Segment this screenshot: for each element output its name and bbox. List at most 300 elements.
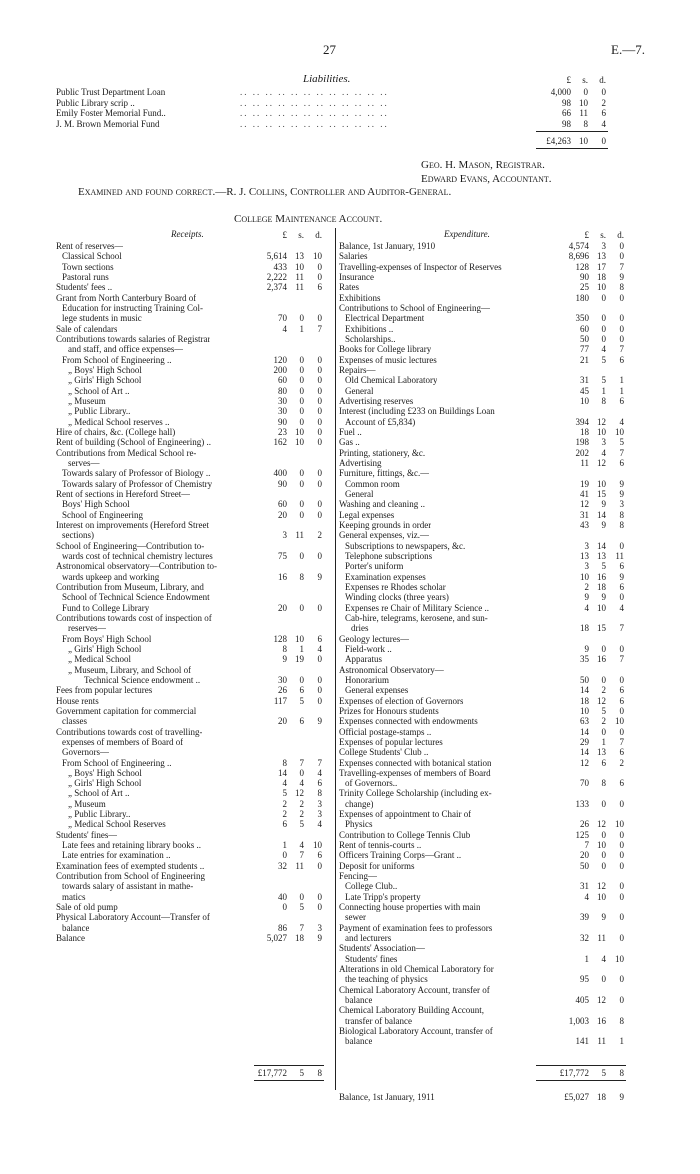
receipts-label: Examination fees of exempted students ..	[56, 860, 205, 871]
expenditure-value-shillings: 13	[597, 747, 606, 758]
receipts-value-shillings: 0	[299, 602, 304, 613]
receipts-value-pounds: 433	[273, 261, 287, 272]
liability-value-pounds: 66	[562, 108, 571, 118]
expenditure-value-shillings: 8	[601, 395, 606, 406]
receipts-value-pounds: 40	[278, 891, 287, 902]
expenditure-value-shillings: 4	[601, 447, 606, 458]
expenditure-value-pounds: 180	[575, 292, 589, 303]
receipts-value-shillings: 5	[299, 819, 304, 830]
expenditure-label: Rates	[339, 282, 359, 293]
expenditure-value-shillings: 14	[597, 509, 606, 520]
receipts-value-shillings: 0	[299, 313, 304, 324]
expenditure-label: Advertising	[339, 457, 382, 468]
expenditure-label: Officers Training Corps—Grant ..	[339, 850, 462, 861]
liabilities-total-shillings: 10	[579, 136, 588, 146]
receipts-value-pence: 0	[317, 509, 322, 520]
liability-value-shillings: 0	[583, 87, 588, 97]
expenditure-value-pounds: 90	[580, 271, 589, 282]
receipts-value-shillings: 0	[299, 364, 304, 375]
closing-balance-label: Balance, 1st January, 1911	[339, 1092, 435, 1102]
liab-unit-shillings: s.	[582, 75, 588, 85]
expenditure-value-shillings: 5	[601, 561, 606, 572]
expenditure-label: Payment of examination fees to professors	[339, 922, 493, 933]
expenditure-value-pence: 0	[619, 974, 624, 985]
expenditure-value-pence: 0	[619, 860, 624, 871]
receipts-label: Contributions towards salaries of Registrar	[56, 333, 211, 344]
expenditure-label: Astronomical Observatory—	[339, 664, 444, 675]
receipts-label: „ Museum	[68, 798, 106, 809]
receipts-label: Astronomical observatory—Contribution to-	[56, 561, 217, 572]
liabilities-title: Liabilities.	[303, 73, 351, 85]
receipts-value-pounds: 120	[273, 354, 287, 365]
expenditure-label: Contributions to School of Engineering—	[339, 302, 490, 313]
expenditure-value-pounds: 4	[584, 891, 589, 902]
expenditure-value-pounds: 133	[575, 798, 589, 809]
expenditure-value-pounds: 14	[580, 685, 589, 696]
receipts-value-pence: 0	[317, 426, 322, 437]
receipts-label: Physical Laboratory Account—Transfer of	[56, 912, 210, 923]
receipts-value-pence: 3	[317, 922, 322, 933]
expenditure-value-pounds: 4,574	[568, 241, 589, 251]
page-number: 27	[323, 42, 336, 57]
liabilities-total-pounds: £4,263	[546, 136, 571, 146]
receipts-value-pounds: 6	[282, 819, 287, 830]
expenditure-value-shillings: 0	[601, 643, 606, 654]
expenditure-value-pence: 0	[619, 726, 624, 737]
receipts-value-pence: 0	[317, 406, 322, 417]
expenditure-label: Legal expenses	[339, 509, 395, 520]
expenditure-label: the teaching of physics	[345, 974, 428, 985]
expenditure-value-shillings: 12	[597, 881, 606, 892]
expenditure-label: Fuel ..	[339, 426, 362, 437]
receipts-value-pounds: 80	[278, 385, 287, 396]
expenditure-label: transfer of balance	[345, 1015, 412, 1026]
receipts-value-shillings: 13	[295, 251, 304, 262]
receipts-label: balance	[62, 922, 90, 933]
expenditure-value-pence: 0	[619, 643, 624, 654]
expenditure-value-shillings: 9	[601, 499, 606, 510]
expenditure-value-pence: 8	[619, 282, 624, 293]
receipts-value-shillings: 11	[295, 271, 304, 282]
receipts-label: Government capitation for commercial	[56, 705, 197, 716]
expenditure-value-shillings: 17	[597, 261, 606, 272]
expenditure-value-shillings: 9	[601, 592, 606, 603]
rule	[536, 1080, 626, 1081]
receipts-value-pounds: 0	[282, 902, 287, 913]
receipts-label: classes	[62, 716, 87, 727]
expenditure-value-shillings: 10	[597, 602, 606, 613]
receipts-label: „ Girls' High School	[68, 778, 142, 789]
expenditure-value-pounds: 12	[580, 499, 589, 510]
expenditure-value-pounds: 202	[575, 447, 589, 458]
liability-value-shillings: 11	[579, 108, 588, 118]
expenditure-value-pounds: 9	[584, 592, 589, 603]
liabilities-total-pence: 0	[601, 136, 606, 146]
receipts-value-shillings: 11	[295, 530, 304, 541]
expenditure-label: Old Chemical Laboratory	[345, 375, 438, 386]
receipts-label: „ School of Art ..	[68, 788, 130, 799]
expenditure-value-pence: 6	[619, 581, 624, 592]
receipts-value-shillings: 5	[299, 902, 304, 913]
receipts-value-pounds: 2	[282, 809, 287, 820]
expenditure-label: Chemical Laboratory Account, transfer of	[339, 984, 490, 995]
expenditure-label: Salaries	[339, 251, 368, 262]
expenditure-value-pence: 10	[615, 426, 624, 437]
expenditure-label: Exhibitions	[339, 292, 381, 303]
expenditure-label: Geology lectures—	[339, 633, 410, 644]
receipts-label: Contributions towards cost of inspection of	[56, 612, 212, 623]
receipts-value-pence: 0	[317, 478, 322, 489]
leader-dots: .. .. .. .. .. .. .. .. .. .. .. ..	[240, 97, 389, 108]
registrar-signature: Geo. H. Mason, Registrar.	[421, 159, 545, 171]
liability-value-pence: 4	[601, 118, 606, 129]
expenditure-label: Telephone subscriptions	[345, 550, 433, 561]
expenditure-value-pence: 1	[619, 1036, 624, 1047]
receipts-label: Students' fines—	[56, 829, 118, 840]
expenditure-value-pounds: 39	[580, 912, 589, 923]
expenditure-value-pence: 9	[619, 488, 624, 499]
expenditure-value-shillings: 3	[601, 437, 606, 448]
receipts-value-pence: 0	[317, 550, 322, 561]
receipts-label: Late entries for examination ..	[62, 850, 171, 861]
receipts-value-pence: 0	[317, 395, 322, 406]
receipts-value-pounds: 117	[273, 695, 287, 706]
expenditure-value-shillings: 2	[601, 716, 606, 727]
expenditure-value-pounds: 7	[584, 840, 589, 851]
receipts-label: „ Museum	[68, 395, 106, 406]
receipts-label: Contributions from Medical School re-	[56, 447, 197, 458]
receipts-total-pounds: £17,772	[257, 1068, 287, 1078]
receipts-label: „ Boys' High School	[68, 767, 142, 778]
expenditure-value-shillings: 14	[597, 540, 606, 551]
expenditure-value-pence: 9	[619, 271, 624, 282]
expenditure-value-pounds: 21	[580, 354, 589, 365]
expenditure-value-shillings: 16	[597, 1015, 606, 1026]
expenditure-label: General expenses, viz.—	[339, 530, 429, 541]
expenditure-label: Honorarium	[345, 674, 389, 685]
receipts-value-shillings: 2	[299, 809, 304, 820]
expenditure-label: Insurance	[339, 271, 374, 282]
expenditure-unit-pence: d.	[617, 230, 624, 240]
receipts-label: Education for instructing Training Col-	[62, 302, 203, 313]
receipts-value-shillings: 6	[299, 685, 304, 696]
receipts-value-shillings: 0	[299, 416, 304, 427]
leader-dots: .. .. .. .. .. .. .. .. .. .. .. ..	[240, 108, 389, 118]
receipts-value-pounds: 60	[278, 375, 287, 386]
expenditure-value-pence: 6	[619, 695, 624, 706]
receipts-value-pence: 0	[317, 602, 322, 613]
receipts-value-pounds: 5	[282, 788, 287, 799]
expenditure-value-pence: 7	[619, 623, 624, 634]
closing-balance-pounds: £5,027	[564, 1092, 589, 1102]
expenditure-label: Exhibitions ..	[345, 323, 394, 334]
receipts-value-pounds: 5,614	[266, 251, 287, 262]
expenditure-label: Rent of tennis-courts ..	[339, 840, 422, 851]
receipts-value-pence: 4	[317, 643, 322, 654]
expenditure-value-pounds: 45	[580, 385, 589, 396]
liability-value-pence: 2	[601, 97, 606, 108]
receipts-label: Hire of chairs, &c. (College hall)	[56, 426, 176, 437]
receipts-label: expenses of members of Board of	[62, 736, 184, 747]
expenditure-value-pounds: 405	[575, 995, 589, 1006]
receipts-label: lege students in music	[62, 313, 142, 324]
receipts-label: Governors—	[62, 747, 109, 758]
expenditure-total-pounds: £17,772	[559, 1068, 589, 1078]
expenditure-value-pence: 0	[619, 592, 624, 603]
expenditure-label: dries	[351, 623, 369, 634]
expenditure-label: Prizes for Honours students	[339, 705, 439, 716]
receipts-value-shillings: 0	[299, 767, 304, 778]
expenditure-value-pounds: 3	[584, 540, 589, 551]
expenditure-label: change)	[345, 798, 374, 809]
expenditure-total-shillings: 5	[601, 1068, 606, 1078]
expenditure-value-pence: 6	[619, 561, 624, 572]
expenditure-value-pence: 7	[619, 261, 624, 272]
expenditure-label: of Governors..	[345, 778, 398, 789]
receipts-label: Pastoral runs	[62, 271, 109, 282]
expenditure-value-pounds: 14	[580, 747, 589, 758]
expenditure-value-shillings: 4	[601, 344, 606, 355]
receipts-label: Grant from North Canterbury Board of	[56, 292, 197, 303]
receipts-total-shillings: 5	[299, 1068, 304, 1078]
receipts-value-shillings: 0	[299, 499, 304, 510]
expenditure-value-pounds: 10	[580, 395, 589, 406]
expenditure-value-pounds: 25	[580, 282, 589, 293]
receipts-label: Students' fees ..	[56, 282, 113, 293]
expenditure-label: Expenses re Chair of Military Science ..	[345, 602, 489, 613]
expenditure-label: Expenses connected with botanical station	[339, 757, 492, 768]
expenditure-label: College Club..	[345, 881, 398, 892]
receipts-label: serves—	[68, 457, 100, 468]
receipts-label: matics	[62, 891, 86, 902]
expenditure-value-shillings: 12	[597, 695, 606, 706]
expenditure-label: sewer	[345, 912, 366, 923]
expenditure-unit-pounds: £	[584, 230, 589, 240]
receipts-label: wards upkeep and working	[62, 571, 160, 582]
receipts-value-pence: 0	[317, 902, 322, 913]
receipts-value-pounds: 8	[282, 757, 287, 768]
receipts-label: towards salary of assistant in mathe-	[62, 881, 194, 892]
expenditure-value-pence: 7	[619, 344, 624, 355]
receipts-value-pence: 6	[317, 850, 322, 861]
receipts-value-pounds: 90	[278, 478, 287, 489]
expenditure-label: Expenses of popular lectures	[339, 736, 443, 747]
receipts-label: Town sections	[62, 261, 114, 272]
expenditure-value-shillings: 0	[601, 726, 606, 737]
expenditure-label: Expenses re Rhodes scholar	[345, 581, 446, 592]
expenditure-value-shillings: 13	[597, 550, 606, 561]
expenditure-value-pounds: 13	[580, 550, 589, 561]
expenditure-value-pence: 0	[619, 241, 624, 251]
receipts-value-shillings: 0	[299, 891, 304, 902]
receipts-label: „ School of Art ..	[68, 385, 130, 396]
expenditure-value-pence: 0	[619, 292, 624, 303]
expenditure-value-pence: 0	[619, 912, 624, 923]
receipts-label: Towards salary of Professor of Chemistry	[62, 478, 213, 489]
receipts-value-pounds: 128	[273, 633, 287, 644]
expenditure-value-pence: 0	[619, 933, 624, 944]
expenditure-value-pence: 6	[619, 354, 624, 365]
expenditure-value-pence: 0	[619, 674, 624, 685]
rule	[536, 148, 608, 149]
expenditure-value-shillings: 0	[601, 313, 606, 324]
receipts-value-pounds: 86	[278, 922, 287, 933]
rule	[254, 1080, 324, 1081]
receipts-value-pounds: 20	[278, 602, 287, 613]
receipts-value-pounds: 32	[278, 860, 287, 871]
receipts-label: „ Public Library..	[68, 809, 131, 820]
expenditure-value-shillings: 5	[601, 705, 606, 716]
receipts-unit-pounds: £	[282, 230, 287, 240]
receipts-value-shillings: 0	[299, 375, 304, 386]
expenditure-label: Expenses of election of Governors	[339, 695, 464, 706]
expenditure-value-pence: 1	[619, 375, 624, 386]
receipts-value-pence: 4	[317, 819, 322, 830]
expenditure-value-pounds: 125	[575, 829, 589, 840]
expenditure-value-pounds: 95	[580, 974, 589, 985]
receipts-value-shillings: 0	[299, 354, 304, 365]
expenditure-label: and lecturers	[345, 933, 392, 944]
expenditure-value-pounds: 14	[580, 726, 589, 737]
expenditure-value-pounds: 35	[580, 654, 589, 665]
expenditure-value-pounds: 394	[575, 416, 589, 427]
expenditure-label: Winding clocks (three years)	[345, 592, 449, 603]
receipts-value-shillings: 0	[299, 406, 304, 417]
receipts-label: From Boys' High School	[62, 633, 152, 644]
receipts-value-pence: 8	[317, 788, 322, 799]
expenditure-value-pounds: 31	[580, 375, 589, 386]
expenditure-label: Account of £5,834)	[345, 416, 416, 427]
expenditure-value-shillings: 0	[601, 323, 606, 334]
receipts-value-shillings: 4	[299, 778, 304, 789]
receipts-label: Contribution from Museum, Library, and	[56, 581, 204, 592]
expenditure-value-pence: 0	[619, 829, 624, 840]
expenditure-label: Keeping grounds in order	[339, 519, 432, 530]
receipts-value-pence: 10	[313, 251, 322, 262]
receipts-value-pence: 7	[317, 323, 322, 334]
receipts-value-pounds: 30	[278, 406, 287, 417]
expenditure-value-shillings: 1	[601, 385, 606, 396]
closing-balance-shillings: 18	[597, 1092, 606, 1102]
expenditure-label: Travelling-expenses of Inspector of Reserves	[339, 261, 502, 272]
receipts-label: School of Technical Science Endowment	[62, 592, 210, 603]
auditor-statement: Examined and found correct.—R. J. Collins, Controller and Auditor-General.	[78, 186, 452, 198]
liability-label: Public Library scrip ..	[56, 97, 135, 108]
expenditure-label: Electrical Department	[345, 313, 425, 324]
receipts-label: Late fees and retaining library books ..	[62, 840, 201, 851]
liability-value-pence: 6	[601, 108, 606, 118]
expenditure-value-shillings: 4	[601, 953, 606, 964]
account-title: College Maintenance Account.	[234, 213, 383, 225]
receipts-value-pence: 0	[317, 385, 322, 396]
expenditure-value-pence: 0	[619, 323, 624, 334]
receipts-value-pence: 0	[317, 416, 322, 427]
expenditure-value-pounds: 128	[575, 261, 589, 272]
accountant-signature: Edward Evans, Accountant.	[421, 173, 552, 185]
receipts-value-shillings: 10	[295, 261, 304, 272]
expenditure-value-pounds: 20	[580, 850, 589, 861]
expenditure-label: Furniture, fittings, &c.—	[339, 468, 430, 479]
receipts-value-shillings: 4	[299, 840, 304, 851]
expenditure-value-pounds: 50	[580, 674, 589, 685]
receipts-value-pence: 0	[317, 654, 322, 665]
expenditure-value-shillings: 0	[601, 829, 606, 840]
expenditure-value-pence: 6	[619, 685, 624, 696]
expenditure-value-pence: 8	[619, 509, 624, 520]
receipts-value-shillings: 0	[299, 509, 304, 520]
expenditure-value-pence: 8	[619, 519, 624, 530]
expenditure-unit-shillings: s.	[600, 230, 606, 240]
receipts-value-pounds: 162	[273, 437, 287, 448]
receipts-label: Rent of building (School of Engineering) ..	[56, 437, 211, 448]
expenditure-value-pounds: 26	[580, 819, 589, 830]
receipts-value-pounds: 4	[282, 323, 287, 334]
expenditure-label: Field-work ..	[345, 643, 392, 654]
expenditure-heading: Expenditure.	[444, 229, 490, 239]
receipts-value-pence: 4	[317, 767, 322, 778]
receipts-label: School of Engineering—Contribution to-	[56, 540, 205, 551]
expenditure-value-pounds: 1	[584, 953, 589, 964]
expenditure-value-pence: 8	[619, 1015, 624, 1026]
receipts-value-pounds: 200	[273, 364, 287, 375]
expenditure-value-pence: 4	[619, 602, 624, 613]
receipts-value-pounds: 30	[278, 674, 287, 685]
receipts-value-pounds: 14	[278, 767, 287, 778]
expenditure-label: Late Tripp's property	[345, 891, 421, 902]
expenditure-label: Official postage-stamps ..	[339, 726, 432, 737]
expenditure-value-pence: 0	[619, 313, 624, 324]
leader-dots: .. .. .. .. .. .. .. .. .. .. .. ..	[240, 118, 389, 129]
receipts-label: Balance	[56, 933, 85, 944]
receipts-label: Interest on improvements (Hereford Street	[56, 519, 209, 530]
receipts-value-pence: 2	[317, 530, 322, 541]
expenditure-value-pence: 0	[619, 540, 624, 551]
expenditure-value-pounds: 11	[580, 457, 589, 468]
expenditure-label: Advertising reserves	[339, 395, 414, 406]
receipts-label: Rent of reserves—	[56, 241, 124, 251]
receipts-value-shillings: 2	[299, 798, 304, 809]
expenditure-value-pounds: 77	[580, 344, 589, 355]
receipts-value-pounds: 70	[278, 313, 287, 324]
expenditure-value-pounds: 43	[580, 519, 589, 530]
expenditure-value-pence: 11	[615, 550, 624, 561]
expenditure-value-pounds: 10	[580, 571, 589, 582]
expenditure-value-pounds: 1,003	[568, 1015, 589, 1026]
expenditure-value-shillings: 0	[601, 292, 606, 303]
expenditure-value-pence: 6	[619, 778, 624, 789]
receipts-value-pounds: 8	[282, 643, 287, 654]
receipts-value-shillings: 18	[295, 933, 304, 944]
liability-value-shillings: 8	[583, 118, 588, 129]
receipts-heading: Receipts.	[171, 229, 204, 239]
receipts-label: Towards salary of Professor of Biology ..	[62, 468, 211, 479]
expenditure-value-shillings: 15	[597, 623, 606, 634]
expenditure-value-pence: 0	[619, 333, 624, 344]
receipts-label: „ Boys' High School	[68, 364, 142, 375]
receipts-value-pounds: 0	[282, 850, 287, 861]
expenditure-label: Repairs—	[339, 364, 376, 375]
receipts-value-pounds: 60	[278, 499, 287, 510]
receipts-label: and staff, and office expenses—	[68, 344, 184, 355]
expenditure-value-pence: 10	[615, 716, 624, 727]
expenditure-value-pence: 0	[619, 840, 624, 851]
liab-unit-pence: d.	[599, 75, 606, 85]
receipts-value-pence: 0	[317, 261, 322, 272]
receipts-label: From School of Engineering ..	[62, 757, 172, 768]
expenditure-value-shillings: 12	[597, 819, 606, 830]
expenditure-value-shillings: 1	[601, 736, 606, 747]
receipts-value-pounds: 400	[273, 468, 287, 479]
